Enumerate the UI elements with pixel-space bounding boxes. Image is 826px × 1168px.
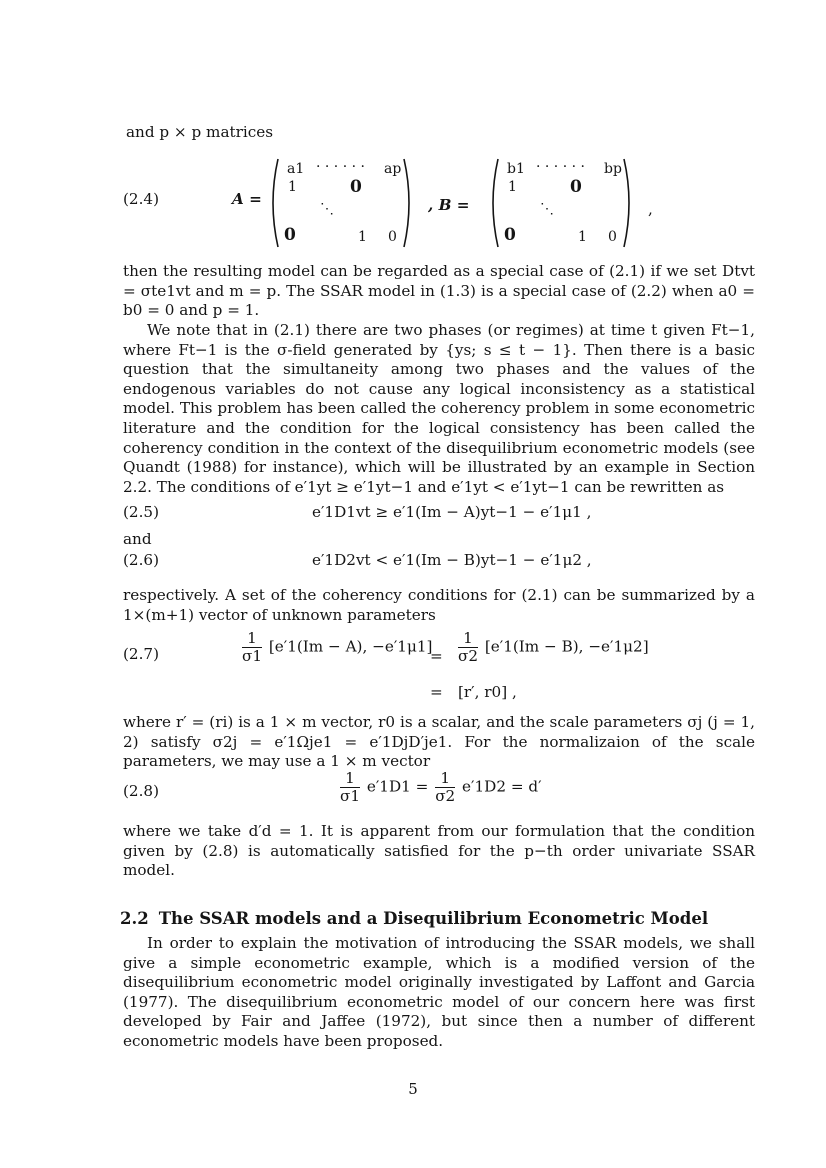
matrix-B-cell: 1 xyxy=(508,179,517,195)
eq-2-8-number: (2.8) xyxy=(123,782,160,800)
and-word: and xyxy=(123,530,152,548)
eq-2-8-mid: e′1D1 = xyxy=(366,777,429,796)
matrix-A xyxy=(266,157,416,249)
matrix-B-cell: · · · · · · xyxy=(536,159,585,175)
eq-2-8-fraction-2: $\frac{1}{\sigma 2}$ xyxy=(435,769,456,805)
section-title: The SSAR models and a Disequilibrium Econometric Model xyxy=(158,909,709,928)
eq-2-7-rhs: [e′1(Im − B), −e′1μ2] xyxy=(484,637,649,656)
matrix-A-cell: 0 xyxy=(350,177,362,197)
eq-2-4-B-label: , B = xyxy=(428,196,470,214)
eq-2-7-rhs-group xyxy=(456,630,649,665)
eq-2-7-fraction-2: $\frac{1}{\sigma 2}$ xyxy=(458,629,479,665)
eq-2-7-equals-2: = xyxy=(430,683,443,701)
eq-2-8-fraction-1: $\frac{1}{\sigma 1}$ xyxy=(340,769,361,805)
matrix-B-cell: 1 xyxy=(578,229,587,245)
eq-2-8-end: e′1D2 = d′ xyxy=(462,777,542,796)
paragraph-3: respectively. A set of the coherency conditions for (2.1) can be summarized by a 1×(m+1) vector of unknown parameters xyxy=(123,586,755,624)
section-number: 2.2 xyxy=(120,909,149,928)
matrix-B-cell: 0 xyxy=(608,229,617,245)
matrix-B-cell: bp xyxy=(604,161,622,177)
eq-2-7-number: (2.7) xyxy=(123,645,160,663)
eq-2-7-line1 xyxy=(240,630,432,665)
section-heading xyxy=(120,909,708,928)
matrix-A-cell: ap xyxy=(384,161,402,177)
matrix-A-cell: 0 xyxy=(284,225,296,245)
matrix-B-cell: ⋱ xyxy=(540,201,554,217)
matrix-A-cell: 0 xyxy=(388,229,397,245)
paragraph-5: where we take d′d = 1. It is apparent from our formulation that the condition given by (2.8) is automatically satisfied for the p−th order univariate SSAR model. xyxy=(123,822,755,880)
matrix-B-cell: 0 xyxy=(504,225,516,245)
eq-2-7-fraction-1: $\frac{1}{\sigma 1}$ xyxy=(242,629,263,665)
matrix-A-cell: · · · · · · xyxy=(316,159,365,175)
eq-2-5-body: e′1D1vt ≥ e′1(Im − A)yt−1 − e′1μ1 , xyxy=(312,503,592,521)
matrix-A-cell: ⋱ xyxy=(320,201,334,217)
eq-2-8-body xyxy=(338,770,542,805)
matrix-B xyxy=(486,157,636,249)
matrix-A-cell: 1 xyxy=(288,179,297,195)
eq-2-4-trailing-comma: , xyxy=(648,200,653,218)
matrix-A-cell: 1 xyxy=(358,229,367,245)
matrix-B-cell: b1 xyxy=(507,161,525,177)
page-number: 5 xyxy=(408,1080,418,1098)
eq-2-7-lhs: [e′1(Im − A), −e′1μ1] xyxy=(268,637,433,656)
eq-2-6-body: e′1D2vt < e′1(Im − B)yt−1 − e′1μ2 , xyxy=(312,551,592,569)
matrix-A-cell: a1 xyxy=(287,161,305,177)
paragraph-6: In order to explain the motivation of introducing the SSAR models, we shall give a simple econometric example, which is a modified version of the disequilibrium econometric model originally investigated by Laffont and Garcia (1977). The disequilibrium econometric model of our concern here was first developed by Fair and Jaffee (1972), but since then a number of different econometric models have been proposed. xyxy=(123,934,755,1050)
eq-2-7-line2: [r′, r0] , xyxy=(458,683,517,701)
eq-2-7-equals-1: = xyxy=(430,647,443,665)
eq-2-4-A-label: A = xyxy=(232,190,262,208)
eq-2-4-number: (2.4) xyxy=(123,190,160,208)
eq-2-6-number: (2.6) xyxy=(123,551,160,569)
matrix-B-cell: 0 xyxy=(570,177,582,197)
paragraph-1: then the resulting model can be regarded as a special case of (2.1) if we set Dtvt = σte1vt and m = p. The SSAR model in (1.3) is a special case of (2.2) when a0 = b0 = 0 and p = 1. xyxy=(123,262,755,320)
intro-line: and p × p matrices xyxy=(126,123,274,141)
paragraph-2: We note that in (2.1) there are two phases (or regimes) at time t given Ft−1, where Ft−1 is the σ-field generated by {ys; s ≤ t − 1}. Then there is a basic question that the simultaneity among two phases and the values of the endogenous variables do not cause any logical inconsistency as a statistical model. This problem has been called the coherency problem in some econometric literature and the condition for the logical consistency has been called the coherency condition in the context of the disequilibrium econometric models (see Quandt (1988) for instance), which will be illustrated by an example in Section 2.2. The conditions of e′1yt ≥ e′1yt−1 and e′1yt < e′1yt−1 can be rewritten as xyxy=(123,321,755,496)
paragraph-4: where r′ = (ri) is a 1 × m vector, r0 is a scalar, and the scale parameters σj (j = 1, 2) satisfy σ2j = e′1Ωje1 = e′1DjD′je1. For the normalizaion of the scale parameters, we may use a 1 × m vector xyxy=(123,713,755,771)
eq-2-5-number: (2.5) xyxy=(123,503,160,521)
